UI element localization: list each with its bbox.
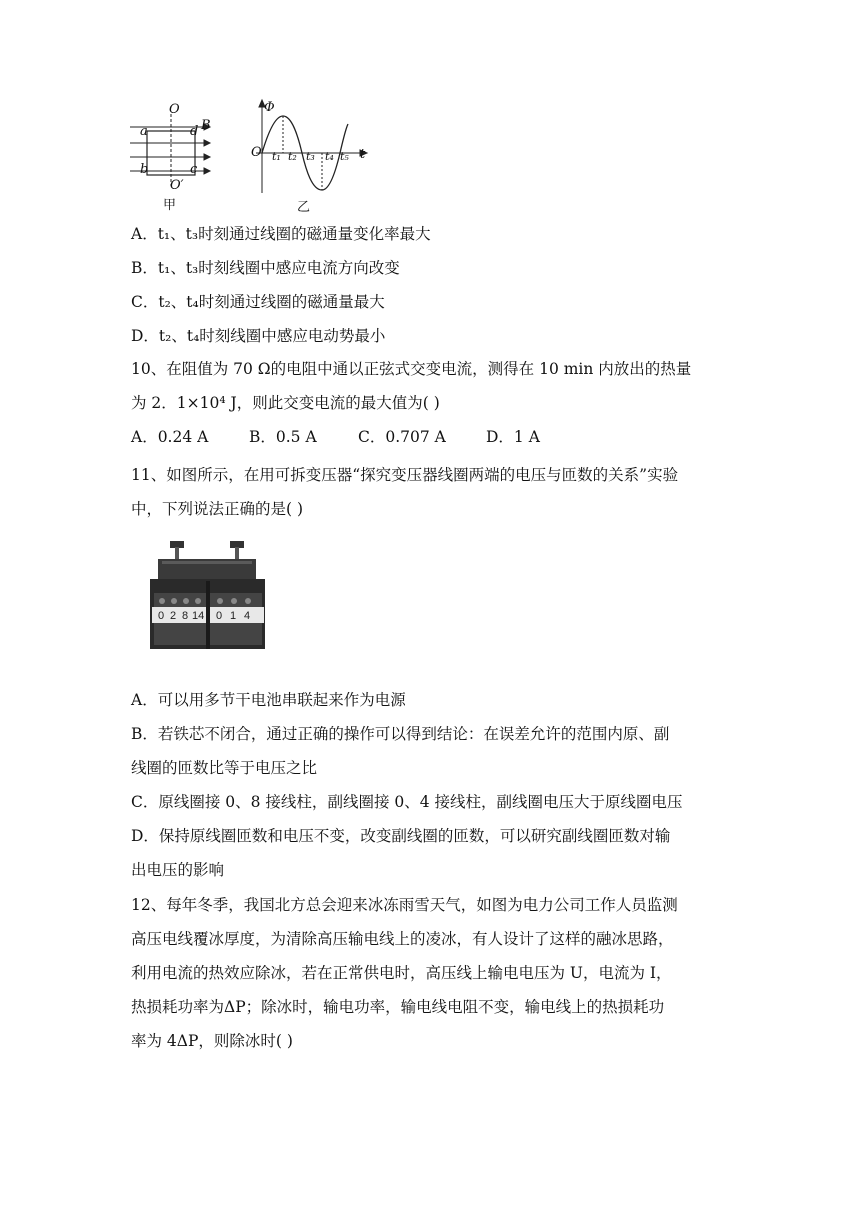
yi-label-t: t — [360, 147, 366, 162]
q11-option-a: A．可以用多节干电池串联起来作为电源 — [131, 691, 406, 709]
yi-label-t2: t₂ — [288, 150, 297, 163]
q11-option-c: C．原线圈接 0、8 接线柱，副线圈接 0、4 接线柱，副线圈电压大于原线圈电压 — [131, 793, 683, 811]
q12-stem-line5: 率为 4ΔP，则除冰时( ) — [131, 1032, 293, 1050]
q12-stem-line3: 利用电流的热效应除冰，若在正常供电时，高压线上输电电压为 U，电流为 I， — [131, 964, 672, 982]
jia-caption: 甲 — [163, 198, 177, 213]
terminal-label: 14 — [192, 610, 205, 622]
yi-label-t1: t₁ — [272, 150, 281, 163]
jia-label-O: O — [169, 102, 180, 117]
q11-option-d-line2: 出电压的影响 — [131, 861, 225, 879]
jia-label-O-prime: O′ — [170, 178, 184, 193]
terminal-label: 0 — [216, 610, 223, 622]
q9-option-a: A．t₁、t₃时刻通过线圈的磁通量变化率最大 — [131, 225, 431, 243]
jia-label-B: B — [201, 118, 211, 133]
q10-stem-line1: 10、在阻值为 70 Ω的电阻中通以正弦式交变电流，测得在 10 min 内放出的热量 — [131, 360, 692, 378]
q12-stem-line2: 高压电线覆冰厚度，为清除高压输电线上的凌冰，有人设计了这样的融冰思路， — [131, 930, 674, 948]
terminal-label: 1 — [230, 610, 237, 622]
q11-option-b-line1: B．若铁芯不闭合，通过正确的操作可以得到结论：在误差允许的范围内原、副 — [131, 725, 670, 743]
yi-label-t5: t₅ — [340, 150, 349, 163]
q10-stem-line2: 为 2．1×10⁴ J，则此交变电流的最大值为( ) — [131, 394, 440, 412]
q11-option-b-line2: 线圈的匝数比等于电压之比 — [131, 759, 318, 777]
yi-label-phi: Φ — [264, 100, 275, 115]
terminal-label: 2 — [170, 610, 177, 622]
q10-option-c: C．0.707 A — [358, 428, 446, 446]
jia-label-a: a — [140, 124, 148, 139]
transformer-photo — [140, 535, 275, 655]
terminal-label: 4 — [244, 610, 251, 622]
q12-stem-line4: 热损耗功率为ΔP；除冰时，输电功率，输电线电阻不变，输电线上的热损耗功 — [131, 998, 665, 1016]
terminal-label: 0 — [158, 610, 165, 622]
q10-option-b: B．0.5 A — [249, 428, 317, 446]
yi-caption: 乙 — [297, 200, 311, 215]
terminal-label: 8 — [182, 610, 189, 622]
q11-stem-line2: 中，下列说法正确的是( ) — [131, 500, 304, 518]
jia-label-c: c — [190, 162, 198, 177]
q9-option-b: B．t₁、t₃时刻线圈中感应电流方向改变 — [131, 259, 400, 277]
jia-label-b: b — [140, 162, 149, 177]
jia-label-d: d — [190, 124, 199, 139]
q11-stem-line1: 11、如图所示，在用可拆变压器“探究变压器线圈两端的电压与匝数的关系”实验 — [131, 466, 679, 484]
q9-option-c: C．t₂、t₄时刻通过线圈的磁通量最大 — [131, 293, 385, 311]
q9-option-d: D．t₂、t₄时刻线圈中感应电动势最小 — [131, 327, 386, 345]
q12-stem-line1: 12、每年冬季，我国北方总会迎来冰冻雨雪天气，如图为电力公司工作人员监测 — [131, 896, 678, 914]
q11-option-d-line1: D．保持原线圈匝数和电压不变，改变副线圈的匝数，可以研究副线圈匝数对输 — [131, 827, 671, 845]
q10-option-a: A．0.24 A — [131, 428, 209, 446]
yi-label-origin: O — [251, 145, 262, 160]
yi-label-t4: t₄ — [325, 150, 334, 163]
yi-label-t3: t₃ — [306, 150, 315, 163]
q10-option-d: D．1 A — [486, 428, 540, 446]
